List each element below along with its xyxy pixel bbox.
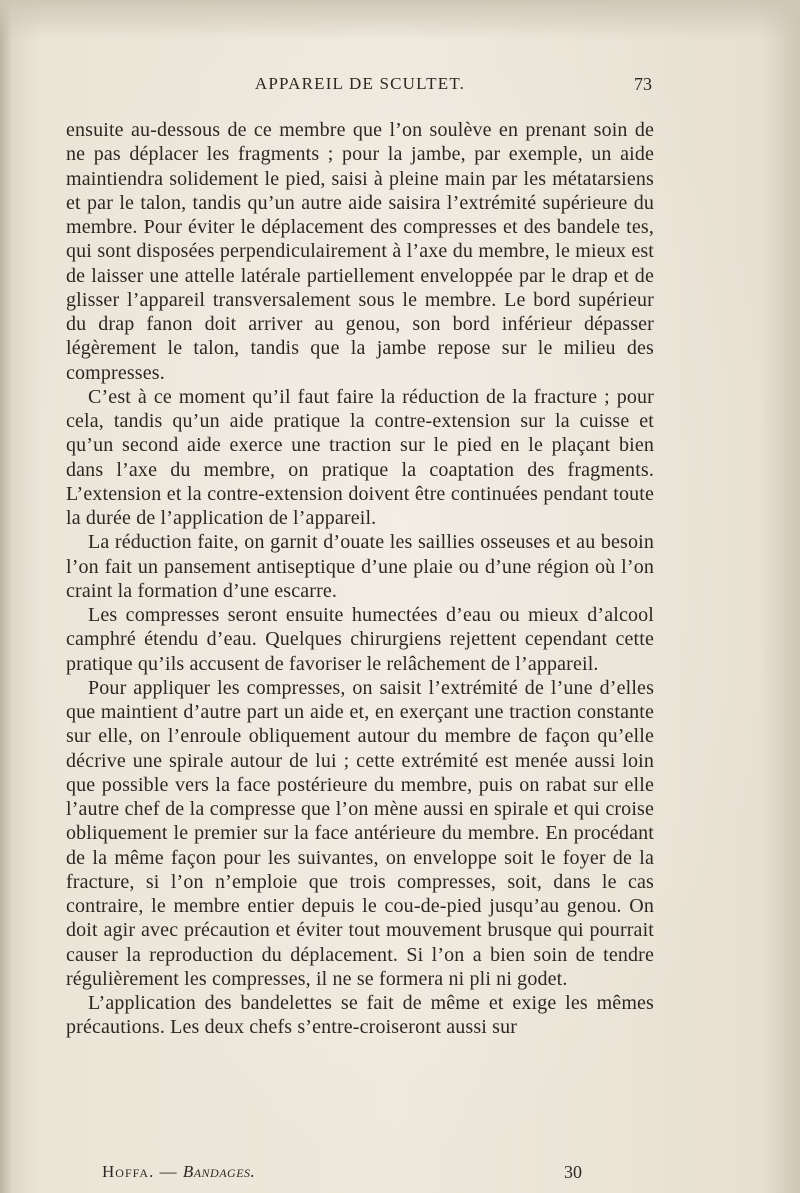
page-edge-shadow-left	[0, 0, 12, 1193]
footer-author: Hoffa.	[102, 1162, 155, 1181]
paragraph-2: C’est à ce moment qu’il faut faire la réduction de la fracture ; pour cela, tandis qu’un aide pratique la contre-extension sur la cuisse et qu’un second aide exerce une traction sur le pied en le plaçant bien dans l’axe du membre, on pratique la coaptation des fragments. L’extension et la contre-extension doivent être continuées pendant toute la durée de l’application de l’appareil.	[66, 385, 654, 529]
page-number: 73	[634, 74, 652, 94]
page-edge-shadow-top	[0, 0, 800, 40]
page-footer	[102, 1162, 622, 1186]
paragraph-6: L’application des bandelettes se fait de même et exige les mêmes précautions. Les deux chefs s’entre-croiseront aussi sur	[66, 992, 654, 1039]
paragraph-3: La réduction faite, on garnit d’ouate les saillies osseuses et au besoin l’on fait un pansement antiseptique d’une plaie ou d’une région où l’on craint la formation d’une escarre.	[66, 531, 654, 602]
signature-mark: 30	[564, 1162, 582, 1182]
footer-note	[102, 1162, 255, 1182]
paragraph-4: Les compresses seront ensuite humectées d’eau ou mieux d’alcool camphré étendu d’eau. Quelques chirurgiens rejettent cependant cette pratique qu’ils accusent de favoriser le relâchement de l’appareil.	[66, 604, 654, 675]
running-head: APPAREIL DE SCULTET.	[254, 74, 466, 93]
paragraph-5: Pour appliquer les compresses, on saisit l’extrémité de l’une d’elles que maintient d’autre part un aide et, en exerçant une traction constante sur elle, on l’enroule obliquement autour du membre de façon qu’elle décrive une spirale autour de lui ; cette extrémité est menée aussi loin que possible vers la face postérieure du membre, puis on rabat sur elle l’autre chef de la compresse que l’on mène aussi en spirale et qui croise obliquement le premier sur la face antérieure du membre. En procédant de la même façon pour les suivantes, on enveloppe soit le foyer de la fracture, si l’on n’emploie que trois compresses, soit, dans le cas contraire, le membre entier depuis le cou-de-pied jusqu’au genou. On doit agir avec précaution et éviter tout mouvement brusque qui pourrait causer la reproduction du déplacement. Si l’on a bien soin de tendre régulièrement les compresses, il ne se formera ni pli ni godet.	[66, 676, 654, 990]
paragraph-1: ensuite au-dessous de ce membre que l’on soulève en prenant soin de ne pas déplacer les fragments ; pour la jambe, par exemple, un aide maintiendra solidement le pied, saisi à pleine main par les métatarsiens et par le talon, tandis qu’un autre aide saisira l’extrémité supérieure du membre. Pour éviter le déplacement des compresses et des bandele tes, qui sont disposées perpendiculairement à l’axe du membre, le mieux est de laisser une attelle latérale partiellement enveloppée par le drap et de glisser l’appareil transversalement sous le membre. Le bord supérieur du drap fanon doit arriver au genou, son bord inférieur dépasser légèrement le talon, tandis que la jambe repose sur le milieu des compresses.	[66, 119, 654, 384]
footer-dash: —	[154, 1162, 183, 1181]
footer-title: Bandages.	[182, 1162, 256, 1181]
page-header	[66, 74, 654, 102]
body-text	[66, 118, 654, 1040]
